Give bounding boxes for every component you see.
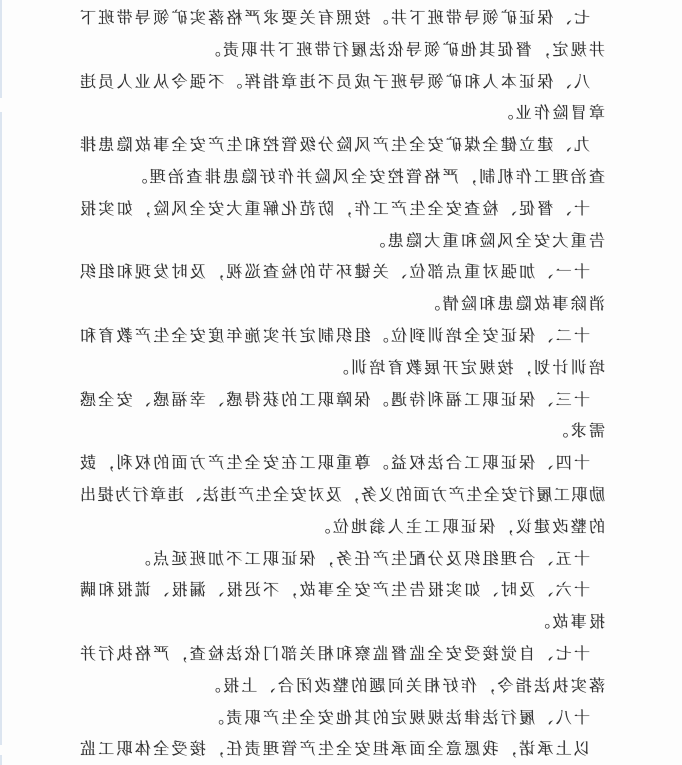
text-line: 报事故。 bbox=[531, 614, 605, 632]
text-line: 落实执法指令，作好相关问题的整改闭合、上报。 bbox=[202, 677, 605, 695]
text-line: 告重大安全风险和重大隐患。 bbox=[367, 232, 605, 250]
text-line: 的整改建议，保证职工主人翁地位。 bbox=[312, 518, 605, 536]
text-line: 十四、保证职工合法权益。尊重职工在安全生产方面的权利，鼓 bbox=[80, 455, 590, 473]
scan-edge-line bbox=[0, 0, 2, 98]
text-line: 十一、加强对重点部位、关键环节的检查巡视，及时发现和组织 bbox=[80, 264, 590, 282]
text-line: 十六、及时、如实报告生产安全事故，不迟报、漏报、谎报和瞒 bbox=[80, 582, 590, 600]
text-line: 励职工履行安全生产方面的义务，及对安全生产违法、违章行为提出 bbox=[80, 486, 605, 504]
text-line: 八、保证本人和矿领导班子成员不违章指挥。不强令从业人员违 bbox=[80, 73, 590, 91]
text-line: 九、建立健全煤矿安全生产风险分级管控和生产安全事故隐患排 bbox=[80, 137, 590, 155]
text-line: 查治理工作机制，严格管控安全风险并作好隐患排查治理。 bbox=[129, 168, 605, 186]
text-line: 章冒险作业。 bbox=[495, 105, 605, 123]
text-line: 井规定，督促其他矿领导依法履行带班下井职责。 bbox=[202, 41, 605, 59]
text-line: 十三、保证职工福利待遇。保障职工的获得感、幸福感、安全感 bbox=[80, 391, 590, 409]
text-line: 七、保证矿领导带班下井。按照有关要求严格落实矿领导带班下 bbox=[80, 10, 590, 27]
text-line: 培训计划，按规定开展教育培训。 bbox=[330, 359, 605, 377]
text-line: 消除事故隐患和险情。 bbox=[421, 296, 605, 314]
text-line: 需求。 bbox=[550, 423, 605, 441]
document-text-block bbox=[80, 3, 605, 765]
text-line: 十八、履行法律法规规定的其他安全生产职责。 bbox=[205, 709, 590, 727]
text-line: 十、督促、检查安全生产工作，防范化解重大安全风险，如实报 bbox=[80, 200, 590, 218]
text-line: 十五、合理组织及分配生产任务，保证职工不加班延点。 bbox=[132, 550, 590, 568]
text-line: 十七、自觉接受安全监督监察和相关部门依法检查，严格执行并 bbox=[80, 645, 590, 663]
scan-edge-line bbox=[0, 755, 2, 765]
text-line: 十二、保证安全培训到位。组织制定并实施年度安全生产教育和 bbox=[80, 327, 590, 345]
text-line: 以上承诺，我愿意全面承担安全生产管理责任，接受全体职工监 bbox=[80, 741, 590, 759]
scan-edge-line bbox=[0, 112, 2, 745]
